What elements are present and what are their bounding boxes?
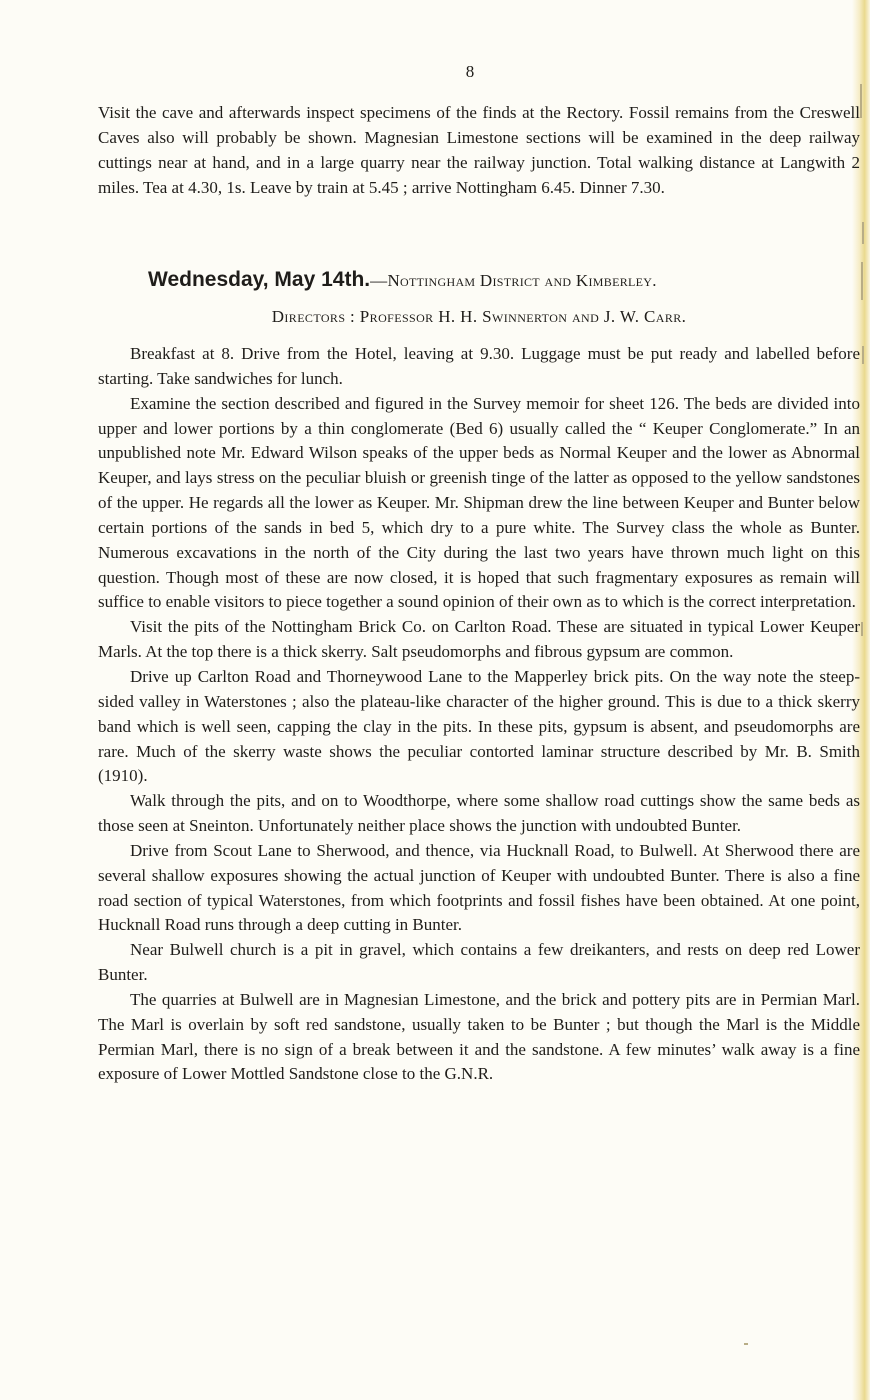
directors-line: Directors : Professor H. H. Swinnerton and J. W. Carr. xyxy=(271,307,687,326)
margin-mark xyxy=(861,622,863,636)
paragraph-sherwood: Drive from Scout Lane to Sherwood, and thence, via Hucknall Road, to Bulwell. At Sherwood there are several shallow exposures showing the actual junction of Keuper with undoubted Bunter. There is also a fine road section of typical Waterstones, from which footprints and fossil fishes have been obtained. At one point, Hucknall Road runs through a deep cutting in Bunter. xyxy=(98,840,860,935)
margin-mark xyxy=(862,222,864,244)
section-title: —Nottingham District and Kimberley. xyxy=(370,271,657,290)
intro-paragraph: Visit the cave and afterwards inspect specimens of the finds at the Rectory. Fossil remains from the Creswell Caves also will probably be shown. Magnesian Limestone sections will be examined in the deep railway cuttings near at hand, and in a large quarry near the railway junction. Total walking distance at Langwith 2 miles. Tea at 4.30, 1s. Leave by train at 5.45 ; arrive Nottingham 6.45. Dinner 7.30. xyxy=(98,103,860,197)
intro-text-block xyxy=(98,101,860,200)
margin-mark xyxy=(862,346,864,364)
margin-mark xyxy=(860,84,862,118)
section-heading xyxy=(148,268,848,292)
paragraph-mapperley: Drive up Carlton Road and Thorneywood Lane to the Mapperley brick pits. On the way note the steep-sided valley in Waterstones ; also the plateau-like character of the higher ground. This is due to a thick skerry band which is well seen, capping the clay in the pits. In these pits, gypsum is absent, and pseudomorphs are rare. Much of the skerry waste shows the peculiar contorted laminar structure described by Mr. B. Smith (1910). xyxy=(98,666,860,786)
paragraph-woodthorpe: Walk through the pits, and on to Woodthorpe, where some shallow road cuttings show the same beds as those seen at Sneinton. Unfortunately neither place shows the junction with undoubted Bunter. xyxy=(98,791,860,836)
itinerary-text-block xyxy=(98,342,860,1087)
paragraph-bulwell-quarries: The quarries at Bulwell are in Magnesian Limestone, and the brick and pottery pits are in Permian Marl. The Marl is overlain by soft red sandstone, usually taken to be Bunter ; but though the Marl is the Middle Permian Marl, there is no sign of a break between it and the sandstone. A few minutes’ walk away is a fine exposure of Lower Mottled Sandstone close to the G.N.R. xyxy=(98,989,860,1084)
margin-mark xyxy=(744,1343,748,1345)
paragraph-bulwell-church: Near Bulwell church is a pit in gravel, which contains a few dreikanters, and rests on deep red Lower Bunter. xyxy=(98,940,860,985)
margin-mark xyxy=(861,262,863,300)
page-number: 8 xyxy=(465,62,475,81)
paragraph-survey-section: Examine the section described and figured in the Survey memoir for sheet 126. The beds are divided into upper and lower portions by a thin conglomerate (Bed 6) usually called the “ Keuper Conglomerate.” In an unpublished note Mr. Edward Wilson speaks of the upper beds as Normal Keuper and the lower as Abnormal Keuper, and lays stress on the peculiar bluish or greenish tinge of the latter as opposed to the yellow sandstones of the upper. He regards all the lower as Keuper. Mr. Shipman drew the line between Keuper and Bunter below certain portions of the sands in bed 5, which dry to a pure white. The Survey class the whole as Bunter. Numerous excavations in the north of the City during the last two years have thrown much light on this question. Though most of these are now closed, it is hoped that such fragmentary exposures as remain will suffice to enable visitors to piece together a sound opinion of their own as to which is the correct interpretation. xyxy=(98,393,860,612)
section-date: Wednesday, May 14th. xyxy=(148,268,371,291)
paragraph-breakfast: Breakfast at 8. Drive from the Hotel, leaving at 9.30. Luggage must be put ready and labelled before starting. Take sandwiches for lunch. xyxy=(98,344,860,388)
paragraph-brick-pits: Visit the pits of the Nottingham Brick Co. on Carlton Road. These are situated in typical Lower Keuper Marls. At the top there is a thick skerry. Salt pseudomorphs and fibrous gypsum are common. xyxy=(98,617,860,662)
